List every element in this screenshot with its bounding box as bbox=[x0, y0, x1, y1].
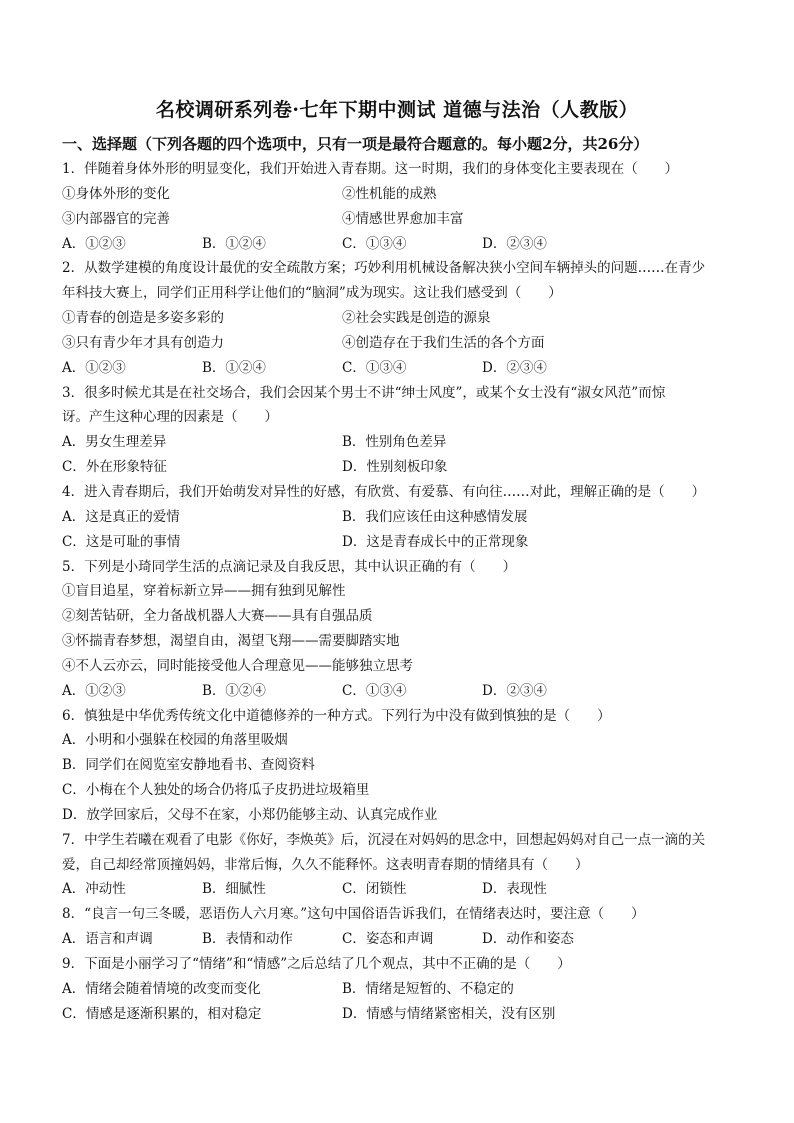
option-b: B．性别角色差异 bbox=[342, 434, 447, 451]
section-header: 一、选择题（下列各题的四个选项中，只有一项是最符合题意的。每小题2分，共26分） bbox=[62, 135, 649, 153]
option-c: C．这是可耻的事情 bbox=[62, 533, 181, 550]
question-stem: 6．慎独是中华优秀传统文化中道德修养的一种方式。下列行为中没有做到慎独的是（ ） bbox=[62, 707, 611, 724]
question-stem-continued: 讶。产生这种心理的因素是（ ） bbox=[62, 409, 278, 426]
statement: ③内部器官的完善 bbox=[62, 210, 170, 227]
option-c: C．①③④ bbox=[342, 235, 407, 252]
option-row bbox=[62, 455, 742, 480]
exam-title: 名校调研系列卷·七年下期中测试 道德与法治（人教版） bbox=[155, 99, 639, 121]
question-7 bbox=[62, 828, 742, 903]
question-9 bbox=[62, 952, 742, 1027]
question-stem: 2．从数学建模的角度设计最优的安全疏散方案；巧妙利用机械设备解决狭小空间车辆掉头的问题……在青少 bbox=[62, 260, 706, 277]
option-c: C．外在形象特征 bbox=[62, 459, 167, 476]
option-row bbox=[62, 679, 742, 704]
question-1 bbox=[62, 157, 742, 256]
question-stem-continued: 爱，自己却经常顶撞妈妈，非常后悔，久久不能释怀。这表明青春期的情绪具有（ ） bbox=[62, 856, 589, 873]
option-d: D．②③④ bbox=[482, 359, 547, 376]
statement: ②刻苦钻研，全力备战机器人大赛——具有自强品质 bbox=[62, 608, 373, 625]
option-b: B．同学们在阅览室安静地看书、查阅资料 bbox=[62, 757, 315, 774]
statement: ④创造存在于我们生活的各个方面 bbox=[342, 334, 545, 351]
option-a: A．语言和声调 bbox=[62, 931, 153, 948]
question-stem: 5．下列是小琦同学生活的点滴记录及自我反思，其中认识正确的有（ ） bbox=[62, 558, 517, 575]
option-d: D．②③④ bbox=[482, 235, 547, 252]
option-a: A．小明和小强躲在校园的角落里吸烟 bbox=[62, 732, 288, 749]
option-b: B．我们应该任由这种感情发展 bbox=[342, 508, 528, 525]
option-a: A．①②③ bbox=[62, 682, 126, 699]
option-b: B．①②④ bbox=[202, 682, 266, 699]
option-c: C．小梅在个人独处的场合仍将瓜子皮扔进垃圾箱里 bbox=[62, 782, 370, 799]
statement: ①盲目追星，穿着标新立异——拥有独到见解性 bbox=[62, 583, 346, 600]
option-d: D．情感与情绪紧密相关，没有区别 bbox=[342, 1005, 556, 1022]
option-c: C．①③④ bbox=[342, 682, 407, 699]
option-c: C．情感是逐渐积累的，相对稳定 bbox=[62, 1005, 262, 1022]
option-c: C．闭锁性 bbox=[342, 881, 407, 898]
statement-row bbox=[62, 182, 742, 207]
question-4 bbox=[62, 480, 742, 555]
question-3 bbox=[62, 381, 742, 480]
statement-row bbox=[62, 207, 742, 232]
statement: ①身体外形的变化 bbox=[62, 185, 170, 202]
option-b: B．情绪是短暂的、不稳定的 bbox=[342, 980, 514, 997]
statement: ③只有青少年才具有创造力 bbox=[62, 334, 224, 351]
question-list bbox=[62, 157, 742, 1027]
option-b: B．①②④ bbox=[202, 359, 266, 376]
option-d: D．②③④ bbox=[482, 682, 547, 699]
question-stem: 8．“良言一句三冬暖，恶语伤人六月寒。”这句中国俗语告诉我们，在情绪表达时，要注意（ ） bbox=[62, 906, 645, 923]
option-row bbox=[62, 232, 742, 257]
question-stem-continued: 年科技大赛上，同学们正用科学让他们的“脑洞”成为现实。这让我们感受到（ ） bbox=[62, 285, 562, 302]
option-b: B．①②④ bbox=[202, 235, 266, 252]
option-d: D．动作和姿态 bbox=[482, 931, 574, 948]
option-row bbox=[62, 356, 742, 381]
option-row bbox=[62, 1002, 742, 1027]
option-row bbox=[62, 977, 742, 1002]
statement: ③怀揣青春梦想，渴望自由，渴望飞翔——需要脚踏实地 bbox=[62, 633, 400, 650]
statement-row bbox=[62, 331, 742, 356]
question-5 bbox=[62, 555, 742, 704]
question-stem: 1．伴随着身体外形的明显变化，我们开始进入青春期。这一时期，我们的身体变化主要表现在（ ） bbox=[62, 161, 679, 177]
option-row bbox=[62, 505, 742, 530]
option-a: A．男女生理差异 bbox=[62, 434, 167, 451]
statement: ②性机能的成熟 bbox=[342, 185, 437, 202]
question-6 bbox=[62, 704, 742, 828]
statement: ④情感世界愈加丰富 bbox=[342, 210, 464, 227]
option-d: D．放学回家后，父母不在家，小郑仍能够主动、认真完成作业 bbox=[62, 806, 438, 823]
option-row bbox=[62, 877, 742, 902]
option-a: A．这是真正的爱情 bbox=[62, 508, 180, 525]
statement: ②社会实践是创造的源泉 bbox=[342, 310, 491, 327]
option-row bbox=[62, 430, 742, 455]
option-c: C．①③④ bbox=[342, 359, 407, 376]
question-stem: 4．进入青春期后，我们开始萌发对异性的好感，有欣赏、有爱慕、有向往……对此，理解正确的是（ ） bbox=[62, 483, 706, 500]
question-2 bbox=[62, 256, 742, 380]
option-d: D．表现性 bbox=[482, 881, 547, 898]
option-b: B．表情和动作 bbox=[202, 931, 293, 948]
option-a: A．情绪会随着情境的改变而变化 bbox=[62, 980, 261, 997]
option-a: A．①②③ bbox=[62, 235, 126, 252]
option-b: B．细腻性 bbox=[202, 881, 266, 898]
option-row bbox=[62, 927, 742, 952]
question-stem: 7．中学生若曦在观看了电影《你好，李焕英》后，沉浸在对妈妈的思念中，回想起妈妈对自己一点一滴的关 bbox=[62, 831, 706, 848]
option-d: D．这是青春成长中的正常现象 bbox=[342, 533, 529, 550]
option-row bbox=[62, 530, 742, 555]
option-a: A．①②③ bbox=[62, 359, 126, 376]
option-a: A．冲动性 bbox=[62, 881, 126, 898]
question-stem: 3．很多时候尤其是在社交场合，我们会因某个男士不讲“绅士风度”，或某个女士没有“淑女风范”而惊 bbox=[62, 384, 666, 401]
statement-row bbox=[62, 306, 742, 331]
option-d: D．性别刻板印象 bbox=[342, 459, 448, 476]
option-c: C．姿态和声调 bbox=[342, 931, 434, 948]
statement: ④不人云亦云，同时能接受他人合理意见——能够独立思考 bbox=[62, 657, 413, 674]
question-stem: 9．下面是小丽学习了“情绪”和“情感”之后总结了几个观点，其中不正确的是（ ） bbox=[62, 956, 571, 972]
question-8 bbox=[62, 902, 742, 952]
statement: ①青春的创造是多姿多彩的 bbox=[62, 310, 224, 327]
